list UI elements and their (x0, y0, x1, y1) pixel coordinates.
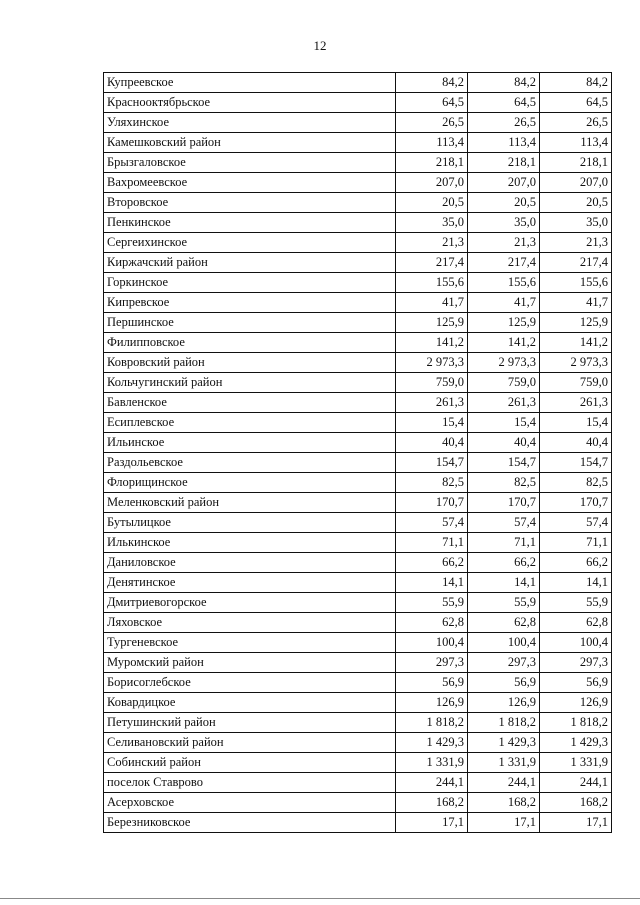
row-name-cell: Пенкинское (104, 213, 396, 233)
row-value-1-cell: 21,3 (396, 233, 468, 253)
row-value-3-cell: 71,1 (540, 533, 612, 553)
row-name-cell: Второвское (104, 193, 396, 213)
row-value-2-cell: 2 973,3 (468, 353, 540, 373)
row-value-3-cell: 66,2 (540, 553, 612, 573)
row-value-3-cell: 64,5 (540, 93, 612, 113)
row-value-1-cell: 113,4 (396, 133, 468, 153)
row-value-1-cell: 66,2 (396, 553, 468, 573)
row-value-2-cell: 40,4 (468, 433, 540, 453)
row-value-1-cell: 261,3 (396, 393, 468, 413)
row-value-3-cell: 14,1 (540, 573, 612, 593)
row-value-2-cell: 20,5 (468, 193, 540, 213)
row-name-cell: Муромский район (104, 653, 396, 673)
row-value-2-cell: 126,9 (468, 693, 540, 713)
table-row (104, 313, 612, 333)
table-row (104, 813, 612, 833)
row-name-cell: Ильинское (104, 433, 396, 453)
table-row (104, 113, 612, 133)
table-row (104, 233, 612, 253)
table-row (104, 353, 612, 373)
row-value-2-cell: 218,1 (468, 153, 540, 173)
row-name-cell: Асерховское (104, 793, 396, 813)
table-row (104, 793, 612, 813)
row-value-1-cell: 244,1 (396, 773, 468, 793)
row-name-cell: Петушинский район (104, 713, 396, 733)
row-name-cell: Филипповское (104, 333, 396, 353)
data-table (103, 72, 612, 833)
row-name-cell: поселок Ставрово (104, 773, 396, 793)
row-name-cell: Тургеневское (104, 633, 396, 653)
row-name-cell: Бавленское (104, 393, 396, 413)
row-value-3-cell: 244,1 (540, 773, 612, 793)
row-value-1-cell: 1 429,3 (396, 733, 468, 753)
row-value-1-cell: 41,7 (396, 293, 468, 313)
row-value-1-cell: 64,5 (396, 93, 468, 113)
row-value-1-cell: 154,7 (396, 453, 468, 473)
row-name-cell: Горкинское (104, 273, 396, 293)
row-value-1-cell: 40,4 (396, 433, 468, 453)
table-row (104, 673, 612, 693)
row-value-2-cell: 41,7 (468, 293, 540, 313)
table-body (104, 73, 612, 833)
row-name-cell: Раздольевское (104, 453, 396, 473)
row-value-3-cell: 113,4 (540, 133, 612, 153)
row-value-2-cell: 84,2 (468, 73, 540, 93)
table-row (104, 473, 612, 493)
row-value-2-cell: 113,4 (468, 133, 540, 153)
row-value-1-cell: 56,9 (396, 673, 468, 693)
page-bottom-rule (0, 898, 640, 899)
row-name-cell: Меленковский район (104, 493, 396, 513)
row-value-3-cell: 759,0 (540, 373, 612, 393)
row-value-3-cell: 21,3 (540, 233, 612, 253)
row-value-1-cell: 84,2 (396, 73, 468, 93)
table-row (104, 373, 612, 393)
row-value-2-cell: 66,2 (468, 553, 540, 573)
row-value-1-cell: 20,5 (396, 193, 468, 213)
row-name-cell: Есиплевское (104, 413, 396, 433)
row-value-1-cell: 62,8 (396, 613, 468, 633)
table-row (104, 413, 612, 433)
row-value-1-cell: 1 818,2 (396, 713, 468, 733)
row-value-2-cell: 55,9 (468, 593, 540, 613)
row-value-2-cell: 207,0 (468, 173, 540, 193)
row-name-cell: Дмитриевогорское (104, 593, 396, 613)
row-name-cell: Вахромеевское (104, 173, 396, 193)
row-value-2-cell: 170,7 (468, 493, 540, 513)
table-row (104, 753, 612, 773)
row-value-2-cell: 1 429,3 (468, 733, 540, 753)
row-value-3-cell: 125,9 (540, 313, 612, 333)
row-value-1-cell: 57,4 (396, 513, 468, 533)
row-value-1-cell: 2 973,3 (396, 353, 468, 373)
table-row (104, 613, 612, 633)
row-value-1-cell: 126,9 (396, 693, 468, 713)
table-row (104, 333, 612, 353)
row-value-3-cell: 35,0 (540, 213, 612, 233)
row-value-3-cell: 154,7 (540, 453, 612, 473)
table-row (104, 693, 612, 713)
row-name-cell: Березниковское (104, 813, 396, 833)
row-name-cell: Купреевское (104, 73, 396, 93)
row-value-1-cell: 141,2 (396, 333, 468, 353)
row-value-1-cell: 35,0 (396, 213, 468, 233)
row-value-3-cell: 1 331,9 (540, 753, 612, 773)
row-value-2-cell: 297,3 (468, 653, 540, 673)
row-value-3-cell: 100,4 (540, 633, 612, 653)
row-value-1-cell: 217,4 (396, 253, 468, 273)
row-name-cell: Ляховское (104, 613, 396, 633)
row-value-2-cell: 261,3 (468, 393, 540, 413)
table-row (104, 253, 612, 273)
table-row (104, 393, 612, 413)
table-row (104, 433, 612, 453)
row-value-3-cell: 168,2 (540, 793, 612, 813)
row-name-cell: Бутылицкое (104, 513, 396, 533)
row-value-2-cell: 15,4 (468, 413, 540, 433)
table-row (104, 73, 612, 93)
row-value-3-cell: 126,9 (540, 693, 612, 713)
row-value-2-cell: 82,5 (468, 473, 540, 493)
row-value-3-cell: 62,8 (540, 613, 612, 633)
row-name-cell: Сергеихинское (104, 233, 396, 253)
table-row (104, 533, 612, 553)
table-row (104, 193, 612, 213)
row-value-2-cell: 100,4 (468, 633, 540, 653)
row-value-3-cell: 141,2 (540, 333, 612, 353)
row-name-cell: Кольчугинский район (104, 373, 396, 393)
row-value-2-cell: 21,3 (468, 233, 540, 253)
row-value-1-cell: 297,3 (396, 653, 468, 673)
row-value-1-cell: 14,1 (396, 573, 468, 593)
row-value-2-cell: 57,4 (468, 513, 540, 533)
row-name-cell: Краснооктябрьское (104, 93, 396, 113)
row-value-3-cell: 155,6 (540, 273, 612, 293)
table-row (104, 653, 612, 673)
table-row (104, 633, 612, 653)
row-value-3-cell: 82,5 (540, 473, 612, 493)
row-value-2-cell: 26,5 (468, 113, 540, 133)
table-row (104, 133, 612, 153)
row-value-2-cell: 14,1 (468, 573, 540, 593)
row-value-3-cell: 2 973,3 (540, 353, 612, 373)
row-value-1-cell: 55,9 (396, 593, 468, 613)
table-row (104, 153, 612, 173)
row-value-3-cell: 261,3 (540, 393, 612, 413)
row-name-cell: Борисоглебское (104, 673, 396, 693)
row-value-2-cell: 154,7 (468, 453, 540, 473)
row-value-1-cell: 207,0 (396, 173, 468, 193)
row-value-2-cell: 141,2 (468, 333, 540, 353)
table-row (104, 213, 612, 233)
row-value-1-cell: 218,1 (396, 153, 468, 173)
row-value-3-cell: 1 818,2 (540, 713, 612, 733)
row-name-cell: Денятинское (104, 573, 396, 593)
row-value-2-cell: 35,0 (468, 213, 540, 233)
row-value-3-cell: 207,0 (540, 173, 612, 193)
row-value-3-cell: 40,4 (540, 433, 612, 453)
row-value-3-cell: 20,5 (540, 193, 612, 213)
row-name-cell: Собинский район (104, 753, 396, 773)
row-name-cell: Камешковский район (104, 133, 396, 153)
table-row (104, 573, 612, 593)
row-value-1-cell: 168,2 (396, 793, 468, 813)
row-value-3-cell: 41,7 (540, 293, 612, 313)
row-value-3-cell: 84,2 (540, 73, 612, 93)
table-row (104, 273, 612, 293)
table-row (104, 493, 612, 513)
row-value-1-cell: 100,4 (396, 633, 468, 653)
row-name-cell: Киржачский район (104, 253, 396, 273)
row-value-2-cell: 71,1 (468, 533, 540, 553)
row-value-3-cell: 297,3 (540, 653, 612, 673)
row-name-cell: Уляхинское (104, 113, 396, 133)
row-value-3-cell: 17,1 (540, 813, 612, 833)
row-name-cell: Кипревское (104, 293, 396, 313)
row-value-1-cell: 155,6 (396, 273, 468, 293)
row-value-2-cell: 217,4 (468, 253, 540, 273)
row-value-2-cell: 759,0 (468, 373, 540, 393)
table-row (104, 733, 612, 753)
row-name-cell: Брызгаловское (104, 153, 396, 173)
row-value-1-cell: 15,4 (396, 413, 468, 433)
row-value-2-cell: 17,1 (468, 813, 540, 833)
row-value-2-cell: 125,9 (468, 313, 540, 333)
row-value-2-cell: 244,1 (468, 773, 540, 793)
row-value-2-cell: 64,5 (468, 93, 540, 113)
table-row (104, 553, 612, 573)
page-number: 12 (313, 38, 327, 53)
table-row (104, 453, 612, 473)
row-value-3-cell: 15,4 (540, 413, 612, 433)
row-value-1-cell: 82,5 (396, 473, 468, 493)
row-name-cell: Першинское (104, 313, 396, 333)
row-value-2-cell: 62,8 (468, 613, 540, 633)
row-value-1-cell: 170,7 (396, 493, 468, 513)
row-value-3-cell: 1 429,3 (540, 733, 612, 753)
row-value-3-cell: 55,9 (540, 593, 612, 613)
row-value-2-cell: 56,9 (468, 673, 540, 693)
row-value-3-cell: 56,9 (540, 673, 612, 693)
table-row (104, 293, 612, 313)
table-row (104, 93, 612, 113)
row-value-3-cell: 57,4 (540, 513, 612, 533)
row-name-cell: Ковровский район (104, 353, 396, 373)
table-row (104, 173, 612, 193)
row-value-1-cell: 71,1 (396, 533, 468, 553)
row-name-cell: Ковардицкое (104, 693, 396, 713)
row-value-3-cell: 218,1 (540, 153, 612, 173)
table-row (104, 773, 612, 793)
row-value-1-cell: 26,5 (396, 113, 468, 133)
table-row (104, 513, 612, 533)
row-value-1-cell: 1 331,9 (396, 753, 468, 773)
row-value-2-cell: 1 331,9 (468, 753, 540, 773)
row-name-cell: Илькинское (104, 533, 396, 553)
row-value-1-cell: 759,0 (396, 373, 468, 393)
row-value-1-cell: 125,9 (396, 313, 468, 333)
row-value-2-cell: 1 818,2 (468, 713, 540, 733)
row-value-1-cell: 17,1 (396, 813, 468, 833)
row-name-cell: Флорищинское (104, 473, 396, 493)
row-name-cell: Селивановский район (104, 733, 396, 753)
row-value-3-cell: 26,5 (540, 113, 612, 133)
row-value-2-cell: 155,6 (468, 273, 540, 293)
row-name-cell: Даниловское (104, 553, 396, 573)
row-value-3-cell: 217,4 (540, 253, 612, 273)
row-value-2-cell: 168,2 (468, 793, 540, 813)
row-value-3-cell: 170,7 (540, 493, 612, 513)
table-row (104, 713, 612, 733)
table-row (104, 593, 612, 613)
